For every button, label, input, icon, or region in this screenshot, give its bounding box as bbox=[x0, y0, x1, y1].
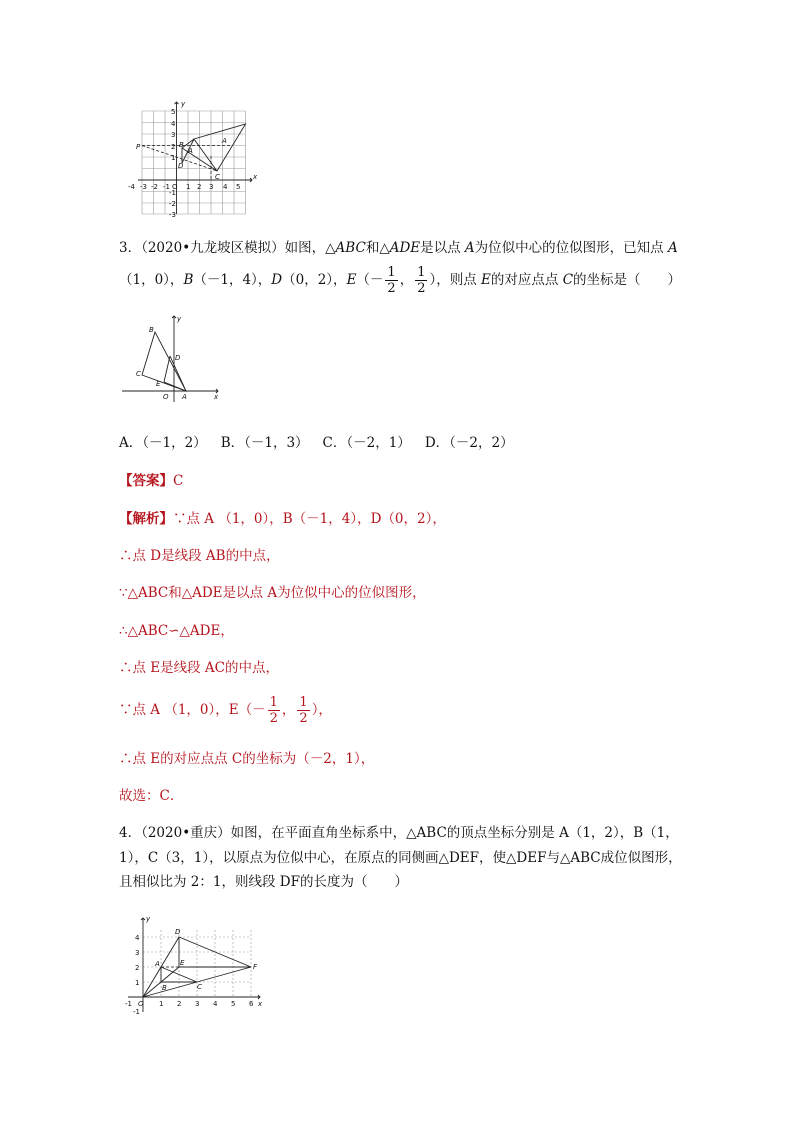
fig3-point-e: E bbox=[180, 959, 185, 967]
fig2-point-b: B bbox=[149, 326, 154, 334]
fig1-point-p: P bbox=[136, 143, 141, 151]
fraction: $\frac{1}{2}$ bbox=[417, 265, 426, 296]
answer-value: C bbox=[173, 473, 184, 489]
fig2-point-c: C bbox=[136, 370, 141, 378]
fig1-ytick: 5 bbox=[171, 108, 176, 116]
fig1-ytick: -1 bbox=[169, 189, 176, 197]
q3-line-1 bbox=[119, 238, 678, 258]
figure-grid-3 bbox=[118, 912, 268, 1020]
q3-number: 3． bbox=[119, 240, 142, 256]
fig1-point-d: D bbox=[178, 162, 184, 170]
fig3-xtick: 3 bbox=[195, 1000, 200, 1008]
fig1-point-a2: A bbox=[188, 147, 193, 155]
q3-point: B bbox=[183, 272, 194, 288]
q3-text: 如图， bbox=[284, 240, 326, 256]
q4-line-1: 4．（2020•重庆）如图，在平面直角坐标系中，△ABC的顶点坐标分别是 A（1，2），B（1， bbox=[119, 825, 679, 841]
fig1-xtick: -3 bbox=[140, 183, 147, 191]
option-a[interactable]: A．（－1，2） bbox=[119, 435, 207, 451]
fig3-xtick: 1 bbox=[159, 1000, 164, 1008]
fig3-xtick: 4 bbox=[213, 1000, 218, 1008]
fig1-ytick: 2 bbox=[171, 143, 176, 151]
analysis-line-7: ∴点 E的对应点点 C的坐标为（－2，1）， bbox=[119, 751, 375, 767]
q3-point: A bbox=[667, 240, 678, 256]
analysis-text: ， bbox=[281, 702, 296, 718]
fig1-xtick: -2 bbox=[151, 183, 158, 191]
analysis-line-5: ∴点 E是线段 AC的中点， bbox=[119, 660, 280, 676]
figure-triangles-2 bbox=[118, 312, 228, 404]
fig1-xtick: O bbox=[172, 183, 178, 191]
fig3-point-c: C bbox=[197, 983, 202, 991]
answer-line bbox=[119, 471, 183, 491]
analysis-line-3: ∵△ABC和△ADE是以点 A为位似中心的位似图形， bbox=[119, 585, 426, 601]
q3-tri2: △ADE bbox=[379, 240, 421, 256]
fig1-xtick: 3 bbox=[209, 183, 214, 191]
q3-point: E bbox=[346, 272, 357, 288]
fig1-point-b: B bbox=[179, 141, 184, 149]
option-d[interactable]: D．（－2，2） bbox=[424, 435, 514, 451]
fig1-ytick: -3 bbox=[169, 211, 176, 219]
fig1-xtick: 5 bbox=[236, 183, 241, 191]
q4-line-3: 且相似比为 2：1，则线段 DF的长度为（ ） bbox=[119, 874, 408, 890]
fig3-x-label: x bbox=[258, 1000, 263, 1008]
fig2-point-a: A bbox=[182, 393, 187, 401]
q3-source: （2020•九龙坡区模拟） bbox=[141, 240, 285, 256]
figure-grid-1 bbox=[120, 96, 265, 220]
fig3-xtick: 2 bbox=[177, 1000, 182, 1008]
q3-text: 的坐标是（ ） bbox=[573, 272, 682, 288]
q3-text: ， bbox=[399, 272, 414, 288]
fig3-point-a: A bbox=[155, 960, 160, 968]
fig3-xtick: O bbox=[138, 1000, 144, 1008]
q3-text: 是以点 bbox=[420, 240, 461, 256]
q3-point: D bbox=[271, 272, 283, 288]
analysis-label: 【解析】 bbox=[119, 511, 173, 527]
fig2-point-o: O bbox=[163, 393, 169, 401]
fig3-ytick: -1 bbox=[133, 1008, 140, 1016]
fig1-point-c: C bbox=[215, 173, 220, 181]
q3-text: （－ bbox=[356, 272, 384, 288]
q3-text: 为位似中心的位似图形，已知点 bbox=[474, 240, 664, 256]
fig2-point-e: E bbox=[156, 380, 161, 388]
fig2-x-label: x bbox=[214, 393, 219, 401]
fig3-xtick: -1 bbox=[125, 1000, 132, 1008]
option-c[interactable]: C．（－2，1） bbox=[322, 435, 411, 451]
fraction: $\frac{1}{2}$ bbox=[269, 695, 278, 726]
fig1-x-label: x bbox=[253, 173, 258, 181]
q3-text: （0，2）， bbox=[282, 272, 347, 288]
fig1-xtick: 4 bbox=[223, 183, 228, 191]
analysis-text: ）， bbox=[311, 702, 332, 718]
q3-options bbox=[119, 433, 514, 453]
fig1-xtick: 1 bbox=[186, 183, 191, 191]
q3-tri1: △ABC bbox=[325, 240, 366, 256]
fig3-point-f: F bbox=[253, 963, 258, 971]
fig1-ytick: 3 bbox=[171, 131, 176, 139]
q3-point: A bbox=[464, 240, 475, 256]
analysis-line-6 bbox=[119, 694, 332, 726]
fig1-ytick: 1 bbox=[171, 154, 176, 162]
fig1-point-a: A bbox=[222, 137, 227, 145]
fig3-point-b: B bbox=[162, 984, 167, 992]
fig1-ytick: -2 bbox=[169, 200, 176, 208]
fig3-ytick: 3 bbox=[135, 949, 140, 957]
fraction: $\frac{1}{2}$ bbox=[299, 695, 308, 726]
fig2-point-d: D bbox=[175, 354, 181, 362]
q3-point: C bbox=[562, 272, 574, 288]
fig1-y-label: y bbox=[181, 100, 186, 108]
q3-text: ），则点 bbox=[429, 272, 477, 288]
fig1-xtick: -4 bbox=[128, 183, 135, 191]
analysis-line-2: ∴点 D是线段 AB的中点， bbox=[119, 548, 280, 564]
q3-text: （－1，4）， bbox=[193, 272, 272, 288]
q4-line-2: 1），C（3，1），以原点为位似中心，在原点的同侧画△DEF，使△DEF与△ABC成位似图形， bbox=[119, 850, 682, 866]
fig1-xtick: 2 bbox=[197, 183, 202, 191]
q3-text: 和 bbox=[365, 240, 380, 256]
analysis-line-1 bbox=[119, 509, 446, 529]
fig3-ytick: 2 bbox=[135, 964, 140, 972]
analysis-text: ∵点 A （1，0），E（－ bbox=[119, 702, 266, 718]
q3-text: （1，0）， bbox=[119, 272, 184, 288]
fraction: $\frac{1}{2}$ bbox=[387, 265, 396, 296]
analysis-line-4: ∴△ABC∽△ADE， bbox=[119, 623, 234, 639]
fig3-point-d: D bbox=[175, 928, 181, 936]
fig3-ytick: 4 bbox=[135, 934, 140, 942]
analysis-line-8: 故选：C． bbox=[119, 788, 184, 804]
option-b[interactable]: B．（－1，3） bbox=[220, 435, 309, 451]
fig2-y-label: y bbox=[177, 315, 182, 323]
analysis-text: ∵点 A （1，0），B（－1，4），D（0，2）， bbox=[173, 511, 446, 527]
fig3-xtick: 5 bbox=[231, 1000, 236, 1008]
fig3-ytick: 1 bbox=[135, 979, 140, 987]
fig3-y-label: y bbox=[146, 915, 151, 923]
fig1-ytick: 4 bbox=[171, 120, 176, 128]
answer-label: 【答案】 bbox=[119, 473, 173, 489]
q3-line-2 bbox=[119, 264, 681, 296]
q3-point: E bbox=[481, 272, 491, 288]
fig3-xtick: 6 bbox=[249, 1000, 254, 1008]
q3-text: 的对应点点 bbox=[490, 272, 559, 288]
fig1-xtick: -1 bbox=[163, 183, 170, 191]
